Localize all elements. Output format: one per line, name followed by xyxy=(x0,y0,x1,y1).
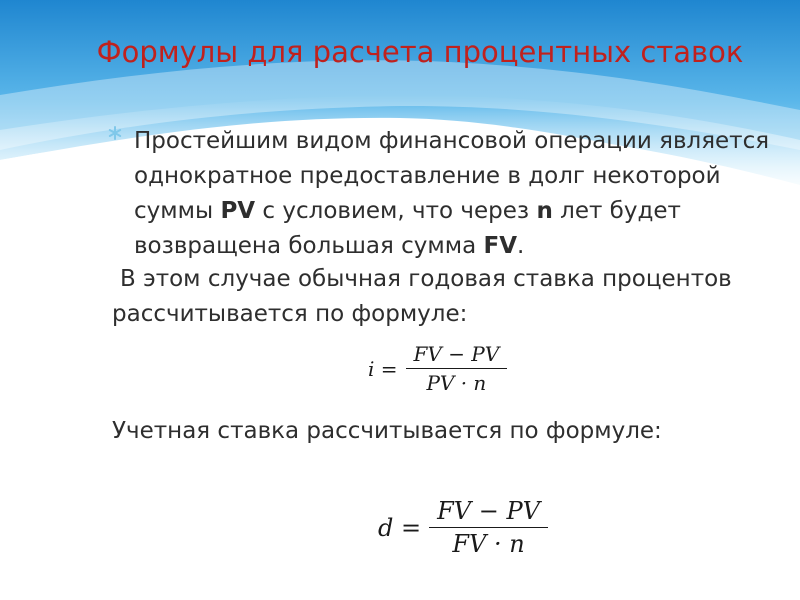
formula-discount-rate xyxy=(378,497,548,558)
bullet-paragraph xyxy=(112,124,792,264)
bullet-text xyxy=(134,124,792,264)
bullet-text-part-3: лет будет возвращена большая сумма xyxy=(134,198,681,259)
term-pv: PV xyxy=(220,198,256,224)
term-n: n xyxy=(536,198,553,224)
asterisk-bullet-icon xyxy=(108,126,122,140)
formula-interest-rate xyxy=(368,342,507,395)
slide-title: Формулы для расчета процентных ставок xyxy=(96,35,744,69)
bullet-text-part-1: Простейшим видом финансовой операции является однократное предоставление в долг некоторой суммы xyxy=(134,128,770,224)
formula-2-denominator: FV · n xyxy=(452,530,525,558)
bullet-text-part-4: . xyxy=(517,233,525,259)
bullet-text-part-2: с условием, что через xyxy=(255,198,537,224)
term-fv: FV xyxy=(483,233,518,259)
formula-1-numerator: FV − PV xyxy=(406,342,508,369)
formula-1-denominator: PV · n xyxy=(426,371,487,395)
formula-2-fraction xyxy=(429,497,548,558)
paragraph-simple-rate: В этом случае обычная годовая ставка процентов рассчитывается по формуле: xyxy=(112,266,732,327)
formula-1-lhs: i = xyxy=(368,356,398,381)
formula-1-fraction xyxy=(406,342,508,395)
formula-2-lhs: d = xyxy=(378,513,422,542)
paragraph-discount-rate: Учетная ставка рассчитывается по формуле: xyxy=(112,418,662,444)
formula-2-numerator: FV − PV xyxy=(429,497,548,528)
